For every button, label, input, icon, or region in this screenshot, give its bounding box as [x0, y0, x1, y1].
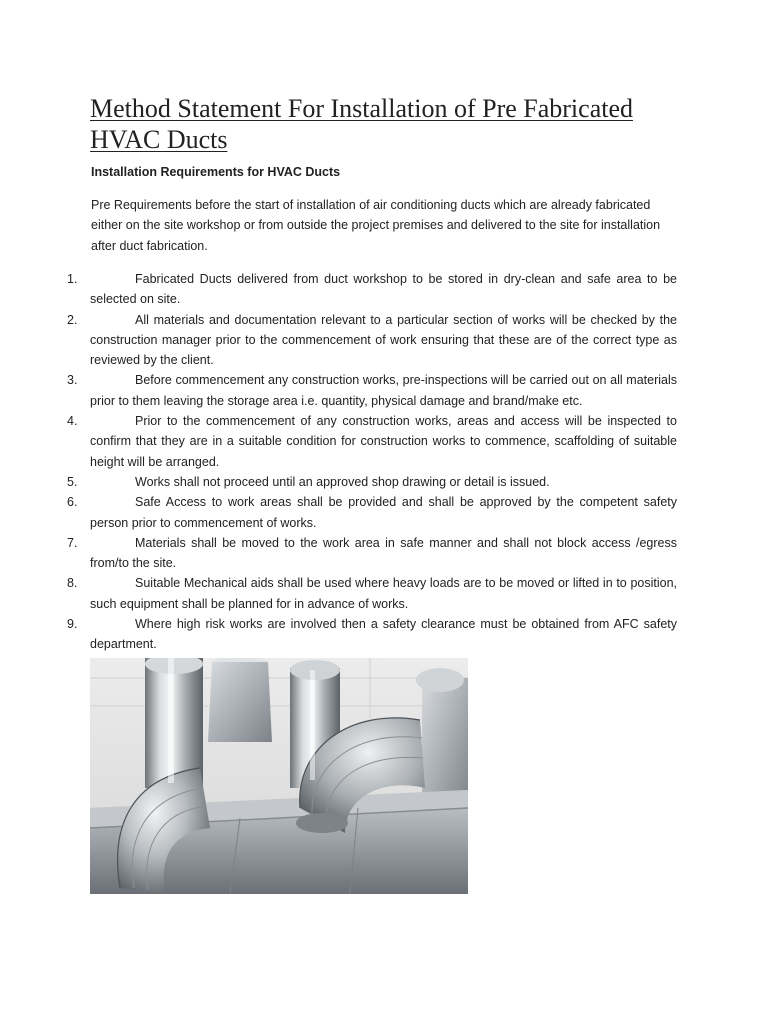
list-item-number: 9.	[67, 617, 78, 632]
hvac-ducts-photo	[90, 658, 468, 894]
list-item-number: 2.	[67, 312, 78, 327]
list-item	[0, 411, 768, 472]
intro-paragraph: Pre Requirements before the start of installation of air conditioning ducts which are already fabricated either on the site workshop or from outside the project premises and delivered to the site for installation after duct fabrication.	[91, 198, 661, 253]
list-item-text: Works shall not proceed until an approved shop drawing or detail is issued.	[135, 474, 550, 489]
list-item	[0, 492, 768, 533]
list-item-text: Fabricated Ducts delivered from duct workshop to be stored in dry-clean and safe area to be selected on site.	[90, 272, 677, 307]
list-item-text: Prior to the commencement of any construction works, areas and access will be inspected to confirm that they are in a suitable condition for construction works to commence, scaffolding of suitable height will be arranged.	[90, 414, 677, 469]
list-item	[0, 269, 768, 310]
list-item-text: Before commencement any construction works, pre-inspections will be carried out on all materials prior to them leaving the storage area i.e. quantity, physical damage and brand/make etc.	[90, 373, 677, 408]
list-item-text: Materials shall be moved to the work area in safe manner and shall not block access /egress from/to the site.	[90, 535, 677, 571]
list-item-number: 5.	[67, 474, 78, 489]
list-item-text: Safe Access to work areas shall be provided and shall be approved by the competent safety person prior to commencement of works.	[90, 495, 677, 530]
document-title: Method Statement For Installation of Pre Fabricated HVAC Ducts	[90, 94, 633, 154]
list-item-text: Suitable Mechanical aids shall be used where heavy loads are to be moved or lifted in to position, such equipment shall be planned for in advance of works.	[90, 576, 677, 611]
list-item-number: 1.	[67, 272, 78, 286]
list-item-text: All materials and documentation relevant to a particular section of works will be checked by the construction manager prior to the commencement of work ensuring that these are of the correct type as reviewed by the client.	[90, 312, 677, 368]
list-item-number: 4.	[67, 414, 78, 429]
list-item	[0, 533, 768, 574]
requirements-list	[0, 269, 768, 655]
list-item-number: 7.	[67, 535, 78, 550]
list-item	[0, 472, 768, 492]
list-item-text: Where high risk works are involved then a safety clearance must be obtained from AFC safety department.	[90, 617, 677, 652]
list-item-number: 3.	[67, 373, 78, 388]
list-item	[0, 573, 768, 614]
list-item	[0, 370, 768, 411]
list-item-number: 6.	[67, 495, 78, 510]
list-item	[0, 614, 768, 655]
duct-illustration	[90, 658, 468, 894]
list-item	[0, 310, 768, 371]
list-item-number: 8.	[67, 576, 78, 591]
section-subtitle: Installation Requirements for HVAC Ducts	[91, 165, 341, 179]
